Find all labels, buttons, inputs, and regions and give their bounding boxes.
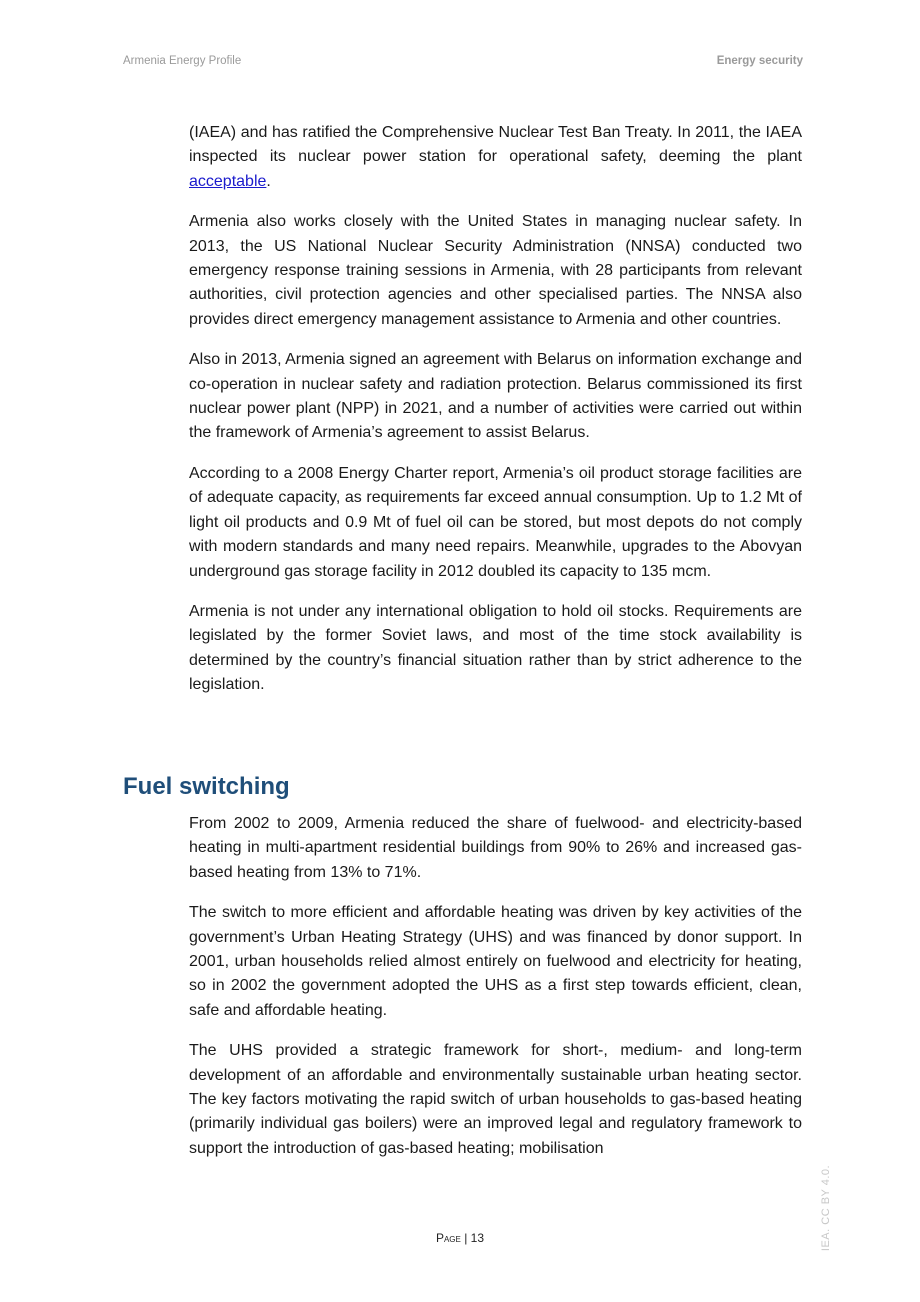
page-separator: | [464, 1231, 468, 1245]
license-text: IEA. CC BY 4.0. [820, 1164, 833, 1252]
body-text-top [189, 121, 802, 714]
paragraph-oil-storage: According to a 2008 Energy Charter report, Armenia’s oil product storage facilities are of adequate capacity, as requirements far exceed annual consumption. Up to 1.2 Mt of light oil products and 0.9 Mt of fuel oil can be stored, but most depots do not comply with modern standards and many need repairs. Meanwhile, upgrades to the Abovyan underground gas storage facility in 2012 doubled its capacity to 135 mcm. [189, 464, 802, 580]
paragraph-us-cooperation: Armenia also works closely with the United States in managing nuclear safety. In 2013, the US National Nuclear Security Administration (NNSA) conducted two emergency response training sessions in Armenia, with 28 participants from relevant authorities, civil protection agencies and other specialised parties. The NNSA also provides direct emergency management assistance to Armenia and other countries. [189, 213, 802, 328]
paragraph-belarus-agreement: Also in 2013, Armenia signed an agreement with Belarus on information exchange and co-operation in nuclear safety and radiation protection. Belarus commissioned its first nuclear power plant (NPP) in 2021, and a number of activities were carried out within the framework of Armenia’s agreement to assist Belarus. [189, 351, 802, 442]
running-header-document-title: Armenia Energy Profile [123, 55, 242, 67]
paragraph-heating-shares: From 2002 to 2009, Armenia reduced the share of fuelwood- and electricity-based heating in multi-apartment residential buildings from 90% to 26% and increased gas-based heating from 13% to 71%. [189, 815, 802, 881]
paragraph-oil-stocks: Armenia is not under any international obligation to hold oil stocks. Requirements are legislated by the former Soviet laws, and most of the time stock availability is determined by the country’s financial situation rather than by strict adherence to the legislation. [189, 602, 802, 694]
acceptable-link[interactable]: acceptable [189, 172, 267, 190]
paragraph-iaea-text: (IAEA) and has ratified the Comprehensive Nuclear Test Ban Treaty. In 2011, the IAEA inspected its nuclear power station for operational safety, deeming the plant [189, 124, 802, 166]
license-watermark [812, 1162, 840, 1254]
running-header-chapter: Energy security [716, 55, 803, 67]
section-heading-fuel-switching: Fuel switching [123, 773, 290, 800]
page-number-footer [0, 1231, 920, 1245]
paragraph-uhs-framework: The UHS provided a strategic framework for short-, medium- and long-term development of an affordable and environmentally sustainable urban heating sector. The key factors motivating the rapid switch of urban households to gas-based heating (primarily individual gas boilers) were an improved legal and regulatory framework to support the introduction of gas-based heating; mobilisation [189, 1042, 802, 1157]
page-number: 13 [470, 1231, 485, 1245]
body-text-fuel-switching [189, 812, 802, 1177]
paragraph-iaea-end: . [266, 172, 271, 190]
paragraph-urban-heating-strategy: The switch to more efficient and affordable heating was driven by key activities of the government’s Urban Heating Strategy (UHS) and was financed by donor support. In 2001, urban households relied almost entirely on fuelwood and electricity for heating, so in 2002 the government adopted the UHS as a first step towards efficient, clean, safe and affordable heating. [189, 904, 802, 1019]
page-label: Page [435, 1231, 461, 1245]
paragraph-iaea [189, 121, 802, 194]
